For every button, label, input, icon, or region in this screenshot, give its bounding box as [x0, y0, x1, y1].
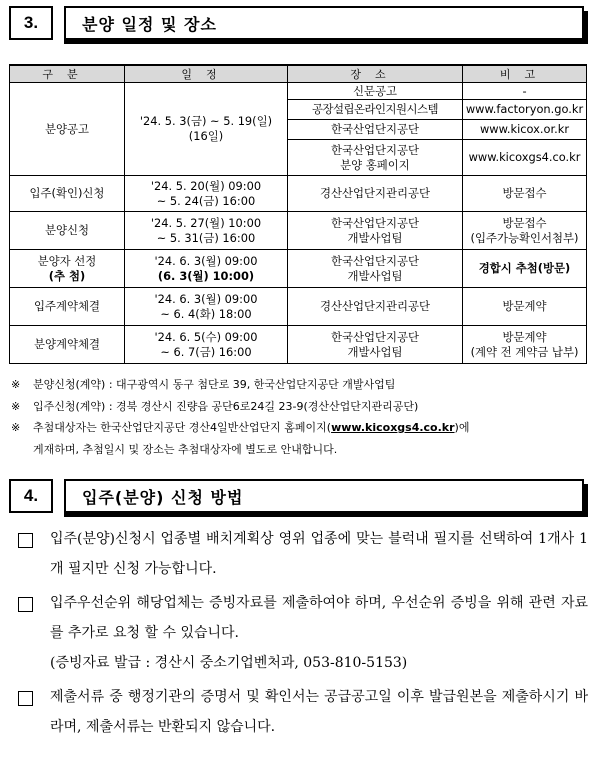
- section4-number: 4.: [9, 479, 53, 513]
- header-note: 비고: [463, 65, 587, 83]
- row3-place: [288, 212, 463, 250]
- item-2-text: 입주우선순위 해당업체는 증빙자료를 제출하여야 하며, 우선순위 증빙을 위해 관련 자료를 추가로 요청 할 수 있습니다.: [50, 595, 588, 641]
- row6-place-line1: 한국산업단지공단: [330, 329, 420, 344]
- list-item: [18, 524, 588, 584]
- row4-note: 경합시 추첨(방문): [463, 250, 587, 288]
- row6-schedule-line2: ~ 6. 7(금) 16:00: [160, 344, 252, 359]
- row4-category-line1: 분양자 선정: [37, 253, 97, 268]
- row6-note-line1: 방문계약: [502, 329, 547, 344]
- row2-schedule-line1: '24. 5. 20(월) 09:00: [150, 178, 262, 193]
- row6-note-line2: (계약 전 계약금 납부): [470, 344, 579, 359]
- row3-schedule: [125, 212, 288, 250]
- row2-schedule-line2: ~ 5. 24(금) 16:00: [156, 193, 256, 208]
- schedule-table: [9, 64, 587, 364]
- row1-schedule-line1: '24. 5. 3(금) ~ 5. 19(일): [139, 114, 273, 128]
- table-row: [10, 212, 587, 250]
- row1-schedule: [125, 83, 288, 176]
- kicoxgs4-link[interactable]: www.kicoxgs4.co.kr: [331, 421, 455, 434]
- header-category: 구분: [10, 65, 125, 83]
- table-header-row: [10, 65, 587, 83]
- row1-place-3: 한국산업단지공단: [288, 120, 463, 140]
- table-row: [10, 326, 587, 364]
- section3-number: 3.: [9, 6, 53, 40]
- row5-place: 경산산업단지관리공단: [288, 288, 463, 326]
- row1-place-4-line2: 분양 홍페이지: [340, 157, 410, 172]
- row1-place-4-line1: 한국산업단지공단: [330, 142, 420, 157]
- note-1: [11, 374, 591, 396]
- note-mark: ※: [11, 421, 21, 434]
- row3-place-line2: 개발사업팀: [347, 230, 403, 245]
- note-mark: ※: [11, 399, 21, 413]
- note-3-line2: 게재하며, 추첨일시 및 장소는 추첨대상자에 별도로 안내합니다.: [33, 442, 338, 456]
- row1-category: 분양공고: [10, 83, 125, 176]
- row6-category: 분양계약체결: [10, 326, 125, 364]
- row6-place-line2: 개발사업팀: [347, 344, 403, 359]
- note-3: [11, 417, 591, 460]
- row5-schedule-line2: ~ 6. 4(화) 18:00: [160, 306, 252, 321]
- row1-note-1: -: [463, 83, 587, 100]
- note-mark: ※: [11, 378, 21, 391]
- row1-note-3: www.kicox.or.kr: [463, 120, 587, 140]
- row5-schedule: [125, 288, 288, 326]
- header-place: 장소: [288, 65, 463, 83]
- row4-category-line2: (추 첨): [48, 268, 86, 283]
- row4-schedule-line2: (6. 3(월) 10:00): [157, 268, 255, 283]
- checkbox-icon: [18, 533, 33, 548]
- row4-place-line2: 개발사업팀: [347, 268, 403, 283]
- row6-note: [463, 326, 587, 364]
- application-method-list: [18, 524, 588, 746]
- section4-header: [9, 479, 589, 517]
- table-row: [10, 250, 587, 288]
- item-1-text: 입주(분양)신청시 업종별 배치계획상 영위 업종에 맞는 블럭내 필지를 선택하여 1개사 1개 필지만 신청 가능합니다.: [50, 531, 588, 577]
- note-2-text: 입주신청(계약) : 경북 경산시 진량읍 공단6로24길 23-9(경산산업단지관리공단): [33, 399, 419, 413]
- row2-place: 경산산업단지관리공단: [288, 176, 463, 212]
- checkbox-icon: [18, 691, 33, 706]
- section3-header: [9, 6, 589, 44]
- row3-note: [463, 212, 587, 250]
- note-3-suffix: )에: [454, 421, 470, 434]
- row5-category: 입주계약체결: [10, 288, 125, 326]
- note-2: [11, 396, 591, 418]
- row2-schedule: [125, 176, 288, 212]
- table-row: [10, 83, 587, 100]
- row5-note: 방문계약: [463, 288, 587, 326]
- row1-place-4: [288, 140, 463, 176]
- row3-note-line2: (입주가능확인서첨부): [470, 230, 579, 245]
- table-row: [10, 176, 587, 212]
- row6-schedule-line1: '24. 6. 5(수) 09:00: [154, 329, 258, 344]
- row6-schedule: [125, 326, 288, 364]
- note-1-text: 분양신청(계약) : 대구광역시 동구 첨단로 39, 한국산업단지공단 개발사업팀: [33, 378, 396, 391]
- row3-category: 분양신청: [10, 212, 125, 250]
- table-row: [10, 288, 587, 326]
- row3-schedule-line1: '24. 5. 27(월) 10:00: [150, 215, 262, 230]
- note-3-text: 추첨대상자는 한국산업단지공단 경산4일반산업단지 홈페이지(: [33, 421, 332, 434]
- row1-schedule-line2: (16일): [188, 129, 224, 143]
- row1-place-1: 신문공고: [288, 83, 463, 100]
- row4-place-line1: 한국산업단지공단: [330, 253, 420, 268]
- row1-note-2: www.factoryon.go.kr: [463, 100, 587, 120]
- row1-place-2: 공장설립온라인지원시스템: [288, 100, 463, 120]
- row4-schedule-line1: '24. 6. 3(월) 09:00: [154, 253, 258, 268]
- row4-schedule: [125, 250, 288, 288]
- item-2-subtext: (증빙자료 발급 : 경산시 중소기업벤처과, 053-810-5153): [50, 655, 408, 671]
- section3-title: 분양 일정 및 장소: [64, 6, 584, 40]
- notes: [11, 374, 591, 460]
- row4-place: [288, 250, 463, 288]
- list-item: [18, 682, 588, 742]
- row2-category: 입주(확인)신청: [10, 176, 125, 212]
- list-item: [18, 588, 588, 678]
- row3-schedule-line2: ~ 5. 31(금) 16:00: [156, 230, 256, 245]
- row5-schedule-line1: '24. 6. 3(월) 09:00: [154, 291, 258, 306]
- checkbox-icon: [18, 597, 33, 612]
- row3-place-line1: 한국산업단지공단: [330, 215, 420, 230]
- row3-note-line1: 방문접수: [502, 215, 547, 230]
- row4-category: [10, 250, 125, 288]
- section4-title: 입주(분양) 신청 방법: [64, 479, 584, 513]
- row6-place: [288, 326, 463, 364]
- header-schedule: 일정: [125, 65, 288, 83]
- row2-note: 방문접수: [463, 176, 587, 212]
- row1-note-4: www.kicoxgs4.co.kr: [463, 140, 587, 176]
- item-3-text: 제출서류 중 행정기관의 증명서 및 확인서는 공급공고일 이후 발급원본을 제출하시기 바라며, 제출서류는 반환되지 않습니다.: [50, 689, 588, 735]
